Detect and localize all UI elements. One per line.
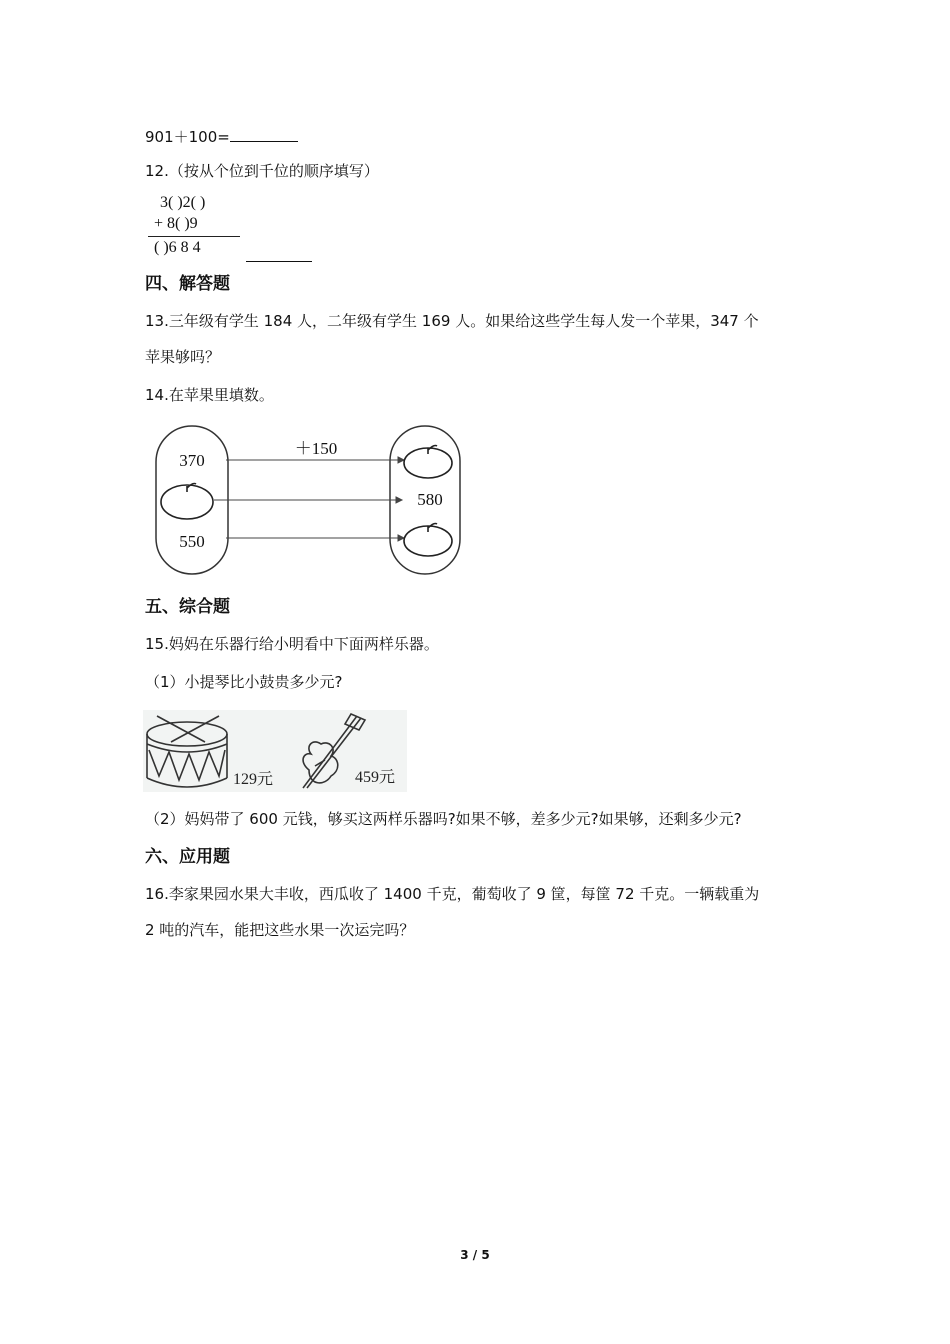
apple-icon[interactable] bbox=[161, 484, 213, 520]
q12-row2: + 8( )9 bbox=[154, 215, 198, 232]
section5-title: 五、综合题 bbox=[145, 597, 230, 617]
apple-icon[interactable] bbox=[404, 446, 452, 479]
page-number: 3 / 5 bbox=[460, 1248, 490, 1262]
q13-line2: 苹果够吗？ bbox=[145, 348, 221, 366]
operation-label: ＋150 bbox=[294, 439, 338, 458]
q12-label: 12.（按从个位到千位的顺序填写） bbox=[145, 162, 379, 180]
q12-vertical-addition bbox=[148, 192, 248, 258]
q12-row1: 3( )2( ) bbox=[160, 194, 206, 211]
q15-instruments-image bbox=[143, 710, 407, 792]
q11-line bbox=[145, 126, 298, 148]
right-mid-number: 580 bbox=[417, 490, 443, 509]
section4-title: 四、解答题 bbox=[145, 274, 230, 294]
q12-answer-blank[interactable] bbox=[246, 247, 312, 266]
drum-price: 129元 bbox=[233, 771, 274, 788]
q12-row3: ( )6 8 4 bbox=[154, 239, 201, 256]
q13-line1: 13.三年级有学生 184 人，二年级有学生 169 人。如果给这些学生每人发一个苹果，347 个 bbox=[145, 312, 759, 330]
left-bottom-number: 550 bbox=[179, 532, 205, 551]
arrows bbox=[214, 457, 404, 541]
q15-sub1: （1）小提琴比小鼓贵多少元? bbox=[145, 673, 343, 691]
q16-line2: 2 吨的汽车，能把这些水果一次运完吗？ bbox=[145, 921, 415, 939]
section6-title: 六、应用题 bbox=[145, 847, 230, 867]
violin-price: 459元 bbox=[355, 769, 396, 786]
q14-apple-diagram bbox=[150, 422, 470, 582]
q16-line1: 16.李家果园水果大丰收，西瓜收了 1400 千克，葡萄收了 9 筐，每筐 72 千克。一辆载重为 bbox=[145, 885, 760, 903]
q11-expression: 901＋100= bbox=[145, 128, 230, 146]
q14-label: 14.在苹果里填数。 bbox=[145, 386, 274, 404]
apple-icon[interactable] bbox=[404, 524, 452, 557]
q11-answer-blank[interactable] bbox=[230, 126, 298, 142]
q15-label: 15.妈妈在乐器行给小明看中下面两样乐器。 bbox=[145, 635, 439, 653]
q15-sub2: （2）妈妈带了 600 元钱，够买这两样乐器吗?如果不够，差多少元?如果够，还剩多少元? bbox=[145, 810, 742, 828]
left-top-number: 370 bbox=[179, 451, 205, 470]
